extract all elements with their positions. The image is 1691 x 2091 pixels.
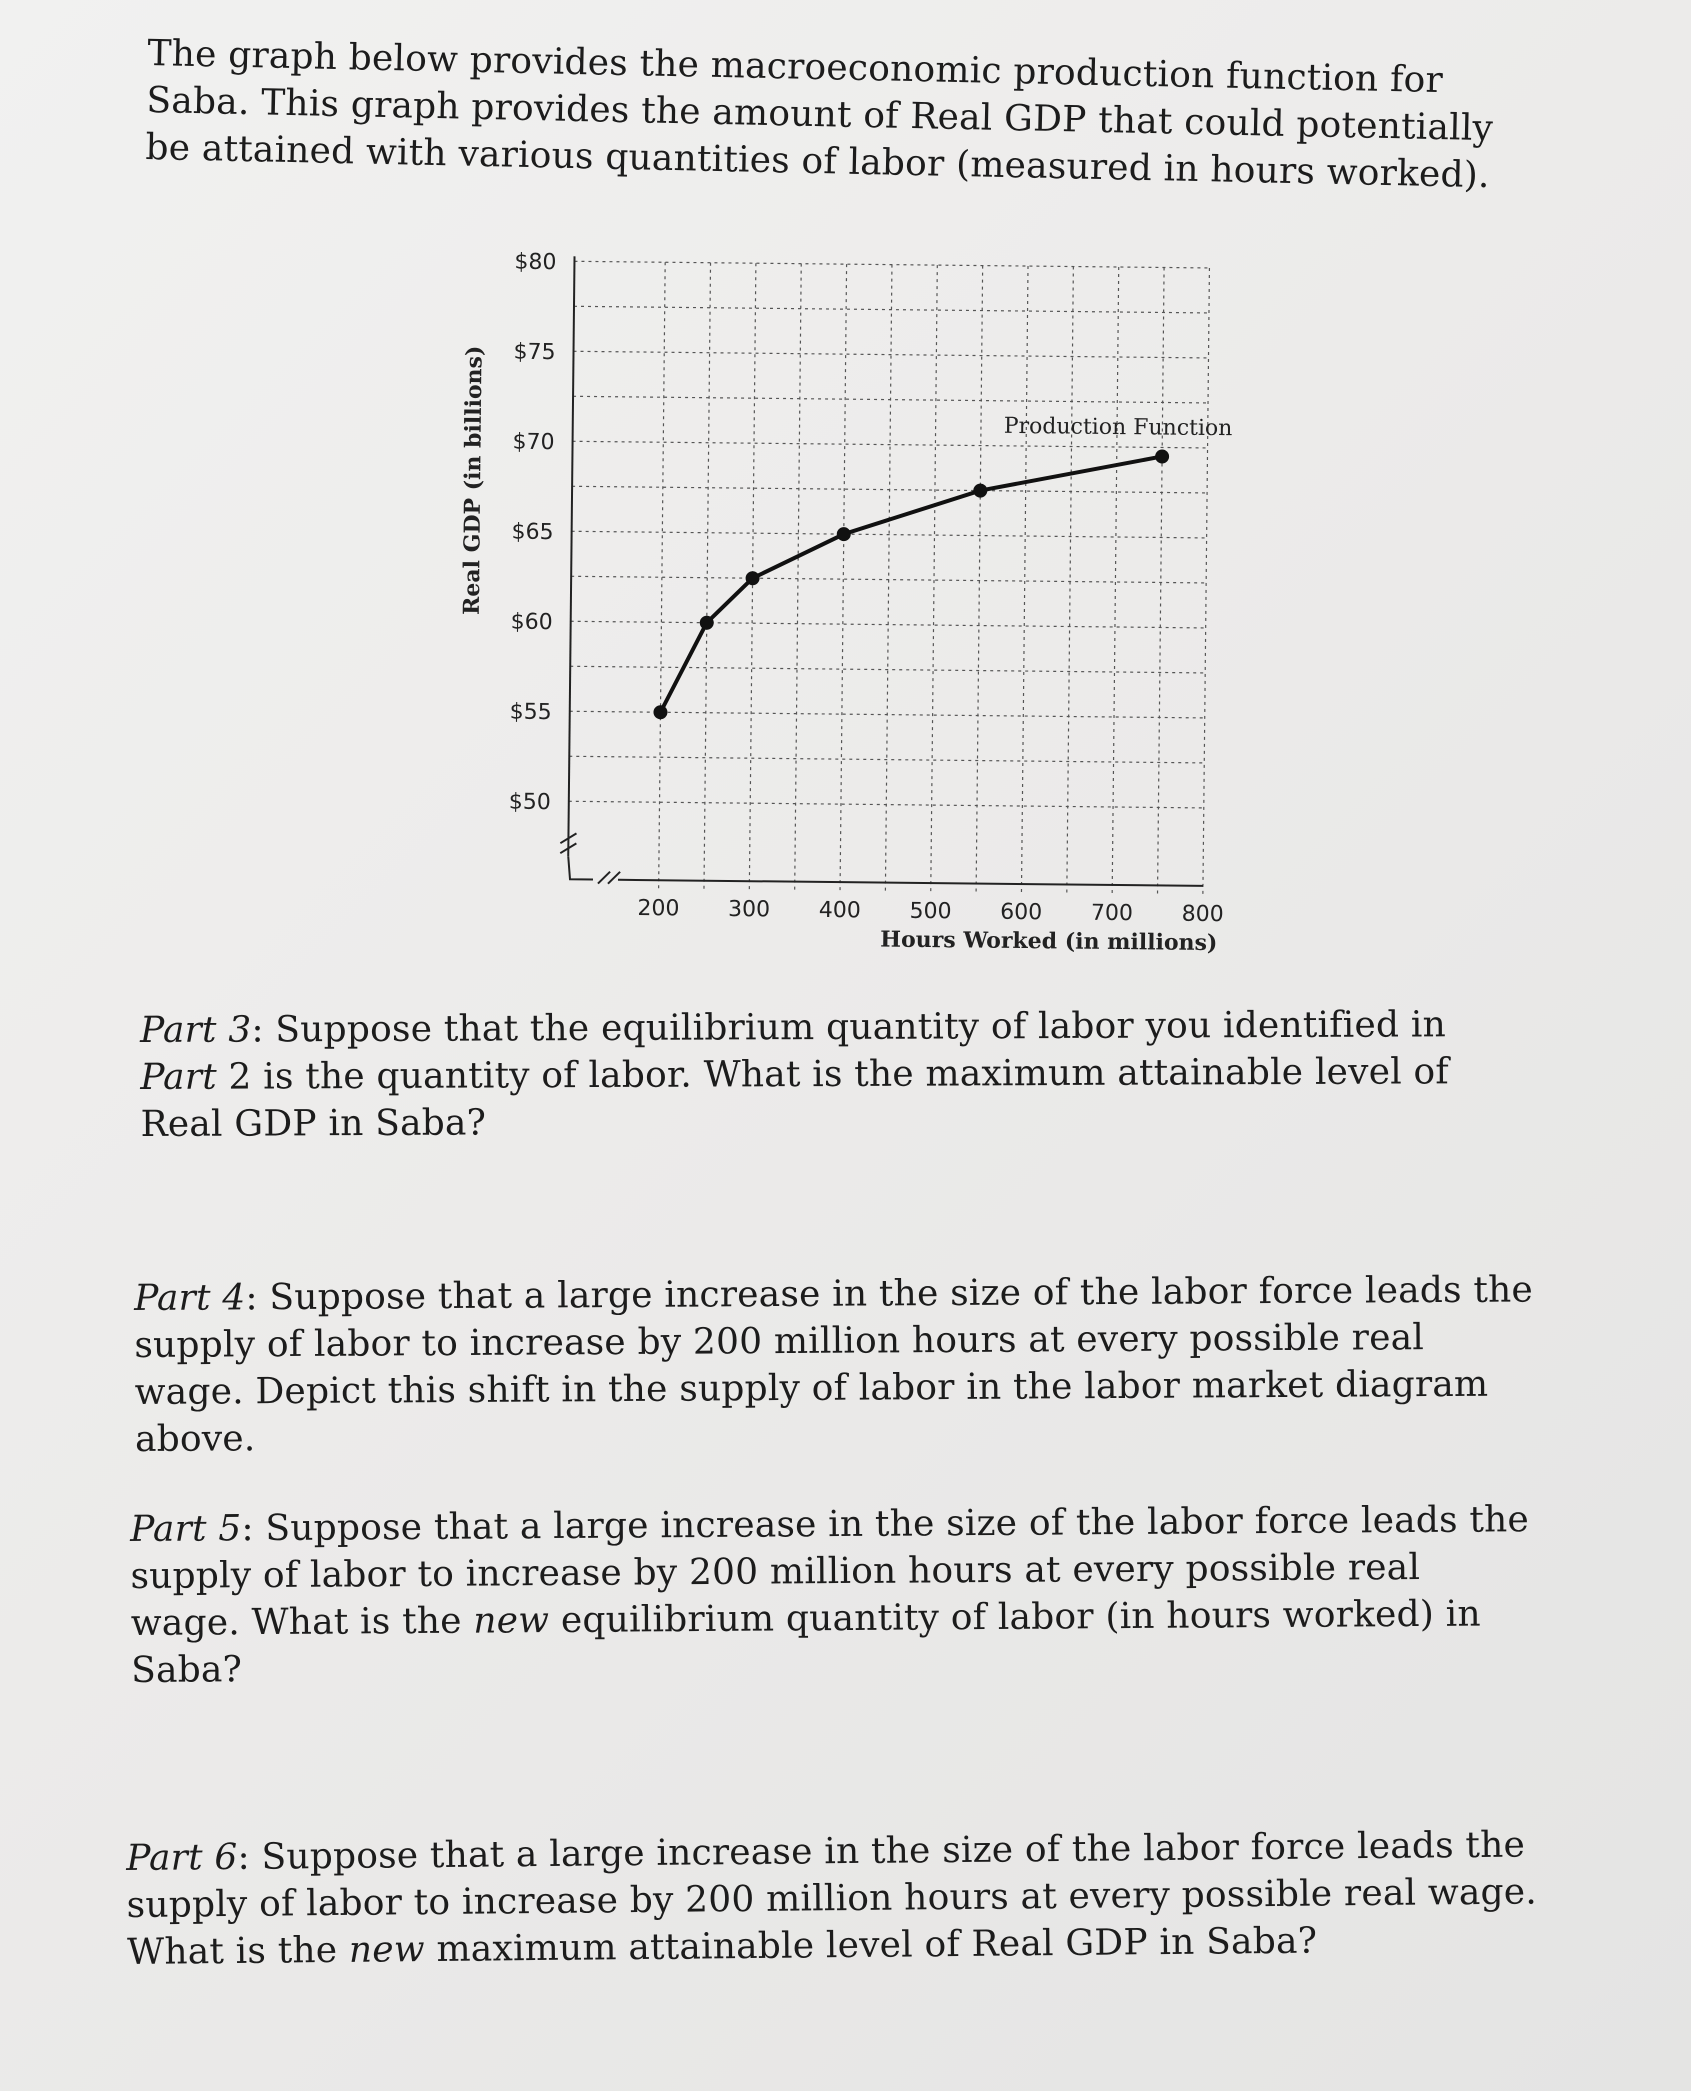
x-tick-label: 400 [818,897,861,924]
y-tick-label: $50 [508,789,551,816]
production-function-point [653,705,667,719]
y-tick-label: $70 [512,429,555,456]
production-function-chart [442,210,1240,988]
y-tick-label: $75 [513,339,556,366]
y-tick-label: $55 [509,699,552,726]
axis-corner [568,856,593,879]
part-6-text: : Suppose that a large increase in the size of the labor force leads the supply of labor to increase by 200 million hours at every possible real wage. What is the [126,1824,1538,1973]
x-tick-label: 500 [909,898,952,925]
x-tick-label: 800 [1181,901,1224,928]
series-label-production-function: Production Function [1003,413,1233,442]
production-function-point [973,483,987,497]
production-function-point [837,527,851,541]
part-5-text-2: equilibrium quantity of labor (in hours worked) in Saba? [131,1593,1481,1691]
y-tick-label: $60 [510,609,553,636]
part-3-text-2: 2 is the quantity of labor. What is the maximum attainable level of Real GDP in Saba? [140,1051,1450,1145]
part-4-question [134,1266,1535,1463]
x-axis-break [598,872,610,884]
part-5-emphasis: new [473,1600,550,1642]
y-axis-title: Real GDP (in billions) [458,345,488,616]
part-5-label: Part 5 [130,1508,242,1550]
x-axis-line [618,880,1203,886]
part-4-label: Part 4 [134,1277,246,1319]
part-6-label: Part 6 [126,1836,238,1879]
gridline-v [1157,267,1164,897]
x-tick-label: 600 [1000,899,1043,926]
chart-series [653,444,1169,724]
x-tick-label: 300 [727,896,771,923]
production-function-point [1155,449,1169,463]
part-6-emphasis: new [348,1929,426,1971]
intro-paragraph: The graph below provides the macroeconomic production function for Saba. This graph provides the amount of Real GDP that could potentially be attained with various quantities of labor (measured in hours worked). [145,32,1494,197]
chart-axes [560,256,1210,890]
x-tick-label: 200 [637,896,680,922]
y-tick-label: $80 [514,249,557,276]
part-4-text: : Suppose that a large increase in the size of the labor force leads the supply of labor to increase by 200 million hours at every possible real wage. Depict this shift in the supply of labor in the labor market diagram above. [134,1269,1534,1460]
x-axis-break [608,872,620,884]
gridline-v [976,266,983,896]
part-3-ref: Part [140,1056,217,1098]
production-function-line [660,451,1162,717]
y-axis-line [568,256,574,856]
part-6-text-2: maximum attainable level of Real GDP in Saba? [424,1920,1318,1971]
chart-svg [442,210,1240,988]
part-5-question [130,1496,1531,1694]
part-3-text: : Suppose that the equilibrium quantity of labor you identified in [251,1004,1447,1051]
chart-grid [568,261,1210,898]
part-6-question [126,1821,1547,1976]
part-3-label: Part 3 [140,1009,252,1051]
x-axis-title: Hours Worked (in millions) [880,926,1218,957]
part-5-text: : Suppose that a large increase in the size of the labor force leads the supply of labor to increase by 200 million hours at every possible real wage. What is the [130,1499,1530,1644]
gridline-v [1067,267,1074,897]
part-3-question [140,1001,1531,1148]
y-tick-label: $65 [511,519,554,546]
x-tick-label: 700 [1090,900,1134,927]
